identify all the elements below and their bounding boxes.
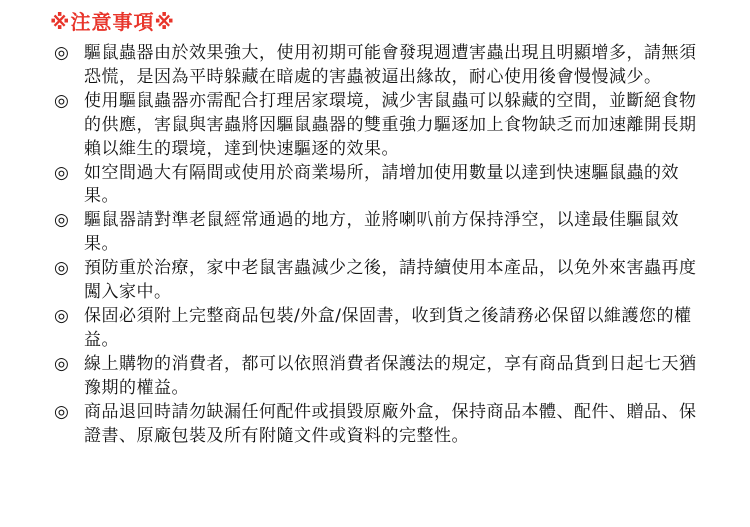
notice-item [54,401,710,449]
notice-text: 驅鼠蟲器由於效果強大，使用初期可能會發現週遭害蟲出現且明顯增多，請無須恐慌，是因為平時躲藏在暗處的害蟲被逼出緣故，耐心使用後會慢慢減少。 [84,43,697,87]
notice-text: 線上購物的消費者，都可以依照消費者保護法的規定，享有商品貨到日起七天猶豫期的權益。 [84,353,697,398]
notice-text: 如空間過大有隔間或使用於商業場所，請增加使用數量以達到快速驅鼠蟲的效果。 [84,162,679,207]
notice-text: 商品退回時請勿缺漏任何配件或損毀原廠外盒，保持商品本體、配件、贈品、保證書、原廠包裝及所有附隨文件或資料的完整性。 [84,401,697,446]
double-circle-bullet-icon: ◎ [54,90,70,111]
notice-item [54,209,710,257]
double-circle-bullet-icon: ◎ [54,353,70,374]
notice-item [54,162,710,210]
notice-item [54,257,710,305]
notice-text: 使用驅鼠蟲器亦需配合打理居家環境，減少害鼠蟲可以躲藏的空間，並斷絕食物的供應，害鼠與害蟲將因驅鼠蟲器的雙重強力驅逐加上食物缺乏而加速離開長期賴以維生的環境，達到快速驅逐的效果。 [84,90,697,159]
double-circle-bullet-icon: ◎ [54,210,70,231]
double-circle-bullet-icon: ◎ [54,401,70,422]
notice-text: 驅鼠器請對準老鼠經常通過的地方，並將喇叭前方保持淨空，以達最佳驅鼠效果。 [84,210,679,255]
notice-list [54,42,710,448]
double-circle-bullet-icon: ◎ [54,162,70,183]
double-circle-bullet-icon: ◎ [54,43,70,63]
notice-text: 保固必須附上完整商品包裝/外盒/保固書，收到貨之後請務必保留以維護您的權益。 [84,305,692,350]
notice-heading: ※注意事項※ [50,10,175,34]
double-circle-bullet-icon: ◎ [54,305,70,326]
notice-item [54,90,710,162]
notice-text: 預防重於治療，家中老鼠害蟲減少之後，請持續使用本產品，以免外來害蟲再度闖入家中。 [84,258,697,303]
notice-item [54,42,710,90]
notice-item [54,305,710,353]
double-circle-bullet-icon: ◎ [54,258,70,279]
notice-item [54,353,710,401]
